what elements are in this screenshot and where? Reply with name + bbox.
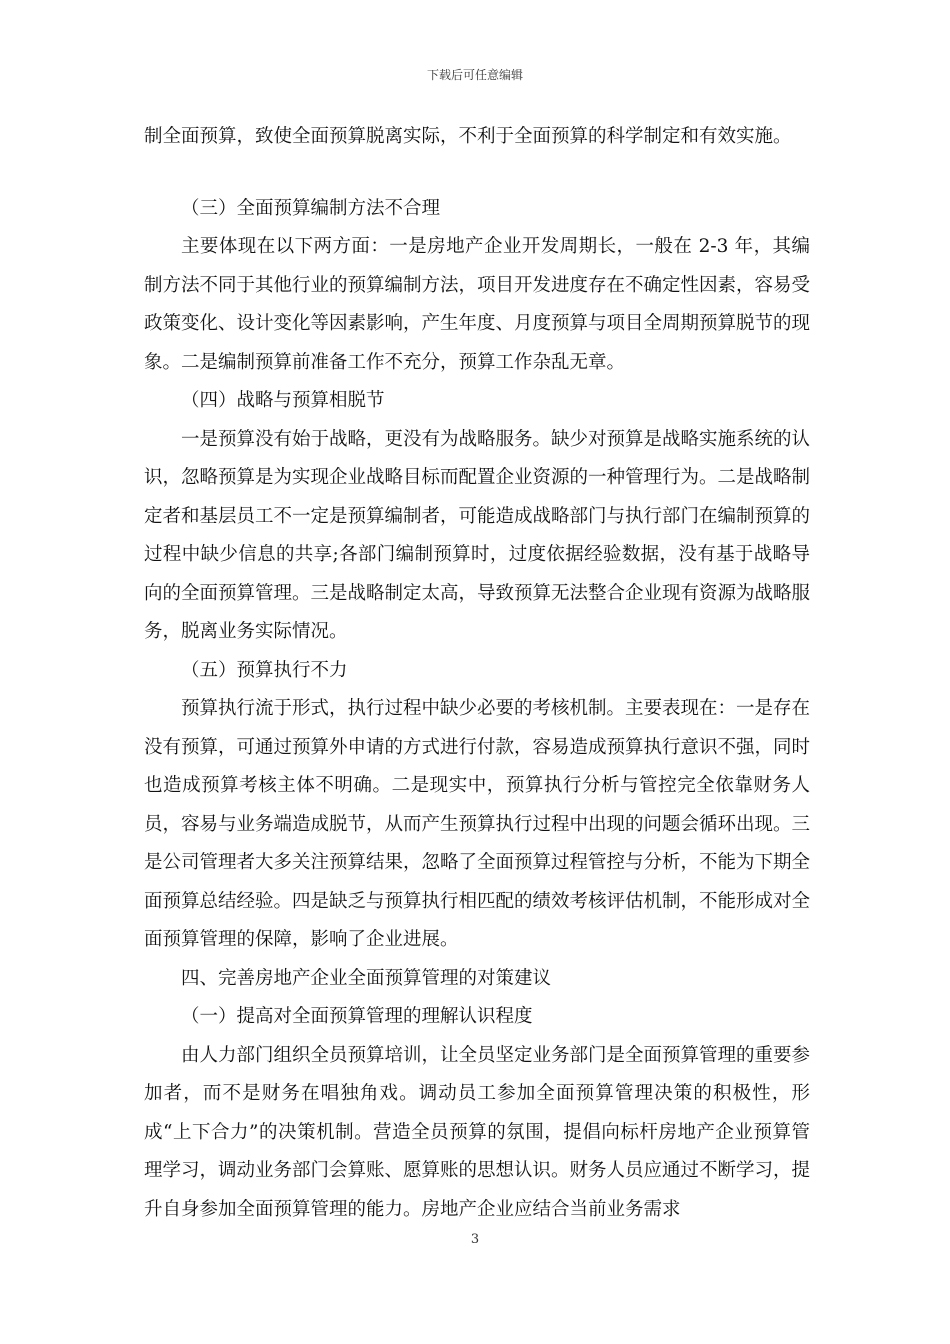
section-heading-1: （一）提高对全面预算管理的理解认识程度 <box>181 1006 533 1027</box>
document-body <box>144 118 810 1229</box>
paragraph: 一是预算没有始于战略，更没有为战略服务。缺少对预算是战略实施系统的认识，忽略预算是为实现企业战略目标而配置企业资源的一种管理行为。二是战略制定者和基层员工不一定是预算编制者，可能造成战略部门与执行部门在编制预算的过程中缺少信息的共享;各部门编制预算时，过度依据经验数据，没有基于战略导向的全面预算管理。三是战略制定太高，导致预算无法整合企业现有资源为战略服务，脱离业务实际情况。 <box>144 428 811 642</box>
chapter-heading-4: 四、完善房地产企业全面预算管理的对策建议 <box>181 967 552 989</box>
page-header: 下载后可任意编辑 <box>426 68 523 82</box>
paragraph: 主要体现在以下两方面：一是房地产企业开发周期长，一般在 2-3 年，其编制方法不同于其他行业的预算编制方法，项目开发进度存在不确定性因素，容易受政策变化、设计变化等因素影响，产生年度、月度预算与项目全周期预算脱节的现象。二是编制预算前准备工作不充分，预算工作杂乱无章。 <box>144 236 811 373</box>
paragraph: 由人力部门组织全员预算培训，让全员坚定业务部门是全面预算管理的重要参加者，而不是财务在唱独角戏。调动员工参加全面预算管理决策的积极性，形成“上下合力”的决策机制。营造全员预算的氛围，提倡向标杆房地产企业预算管理学习，调动业务部门会算账、愿算账的思想认识。财务人员应通过不断学习，提升自身参加全面预算管理的能力。房地产企业应结合当前业务需求 <box>144 1044 811 1220</box>
page-number: 3 <box>470 1232 480 1247</box>
section-heading-3: （三）全面预算编制方法不合理 <box>181 197 441 219</box>
paragraph-continuation: 制全面预算，致使全面预算脱离实际，不利于全面预算的科学制定和有效实施。 <box>144 126 792 147</box>
section-heading-5: （五）预算执行不力 <box>181 659 348 681</box>
paragraph: 预算执行流于形式，执行过程中缺少必要的考核机制。主要表现在：一是存在没有预算，可通过预算外申请的方式进行付款，容易造成预算执行意识不强，同时也造成预算考核主体不明确。二是现实中，预算执行分析与管控完全依靠财务人员，容易与业务端造成脱节，从而产生预算执行过程中出现的问题会循环出现。三是公司管理者大多关注预算结果，忽略了全面预算过程管控与分析，不能为下期全面预算总结经验。四是缺乏与预算执行相匹配的绩效考核评估机制，不能形成对全面预算管理的保障，影响了企业进展。 <box>144 698 811 950</box>
section-heading-4: （四）战略与预算相脱节 <box>181 390 385 411</box>
